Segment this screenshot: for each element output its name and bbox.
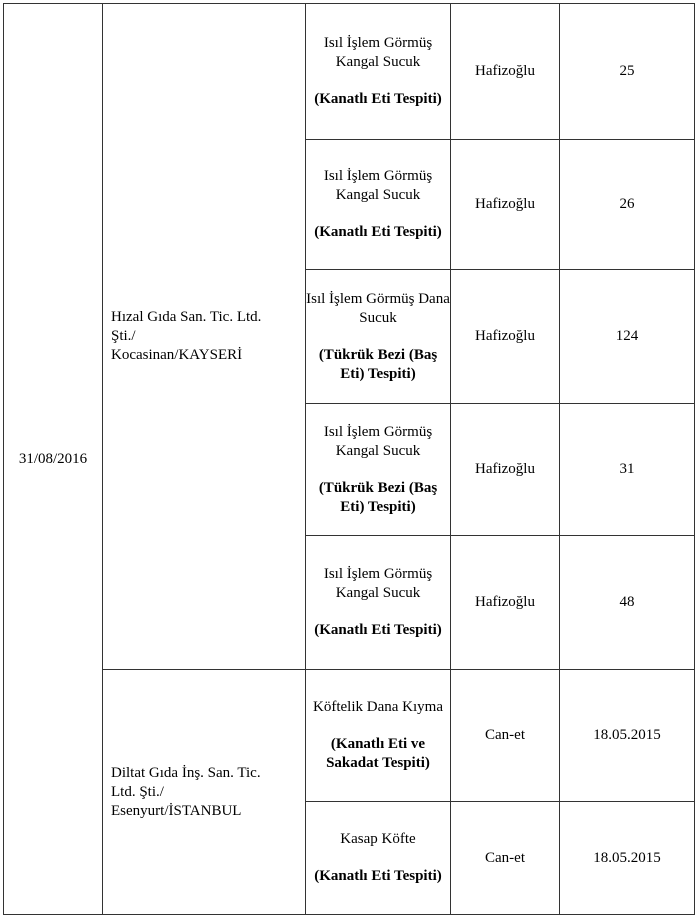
product-finding: (Kanatlı Eti Tespiti) [314, 224, 442, 240]
brand-cell [451, 140, 560, 270]
brand-text: Can-et [485, 849, 525, 866]
brand-text: Hafizoğlu [475, 461, 535, 477]
value-text: 18.05.2015 [593, 849, 661, 866]
product-cell [306, 140, 451, 270]
value-text: 48 [619, 594, 635, 610]
value-cell [560, 670, 695, 802]
company-name: Hızal Gıda San. Tic. Ltd. Şti./ Kocasinan/KAYSERİ [111, 309, 262, 363]
value-cell [560, 404, 695, 536]
company-cell [103, 670, 306, 915]
brand-text: Hafizoğlu [475, 328, 535, 344]
brand-text: Can-et [485, 727, 525, 743]
value-cell [560, 4, 695, 140]
product-name: Isıl İşlem Görmüş Kangal Sucuk [323, 423, 433, 459]
product-cell [306, 802, 451, 915]
brand-cell [451, 4, 560, 140]
product-finding: (Kanatlı Eti ve Sakadat Tespiti) [326, 736, 430, 771]
product-cell [306, 4, 451, 140]
brand-text: Hafizoğlu [475, 594, 535, 610]
product-name: Isıl İşlem Görmüş Kangal Sucuk [323, 168, 433, 203]
product-cell [306, 536, 451, 670]
brand-cell [451, 270, 560, 404]
product-name: Köftelik Dana Kıyma [313, 699, 443, 715]
product-finding: (Kanatlı Eti Tespiti) [314, 91, 442, 107]
value-text: 31 [619, 461, 635, 477]
value-cell [560, 536, 695, 670]
product-name: Isıl İşlem Görmüş Dana Sucuk [306, 290, 450, 326]
brand-text: Hafizoğlu [475, 63, 535, 79]
company-name: Diltat Gıda İnş. San. Tic. Ltd. Şti./ Esenyurt/İSTANBUL [111, 764, 261, 819]
value-text: 124 [615, 328, 639, 344]
brand-text: Hafizoğlu [475, 196, 535, 212]
product-cell [306, 270, 451, 404]
value-cell [560, 802, 695, 915]
brand-cell [451, 802, 560, 915]
value-text: 25 [619, 63, 635, 79]
company-cell [103, 4, 306, 670]
value-cell [560, 140, 695, 270]
results-table [3, 3, 695, 915]
brand-cell [451, 536, 560, 670]
product-name: Isıl İşlem Görmüş Kangal Sucuk [323, 35, 433, 70]
product-finding: (Tükrük Bezi (Baş Eti) Tespiti) [318, 346, 438, 382]
product-name: Isıl İşlem Görmüş Kangal Sucuk [323, 566, 433, 601]
brand-cell [451, 670, 560, 802]
date-cell [4, 4, 103, 915]
table-row [4, 670, 695, 802]
product-name: Kasap Köfte [340, 831, 416, 847]
table-row [4, 4, 695, 140]
product-cell [306, 670, 451, 802]
value-cell [560, 270, 695, 404]
date-text: 31/08/2016 [18, 450, 88, 467]
product-cell [306, 404, 451, 536]
product-finding: (Kanatlı Eti Tespiti) [314, 868, 442, 884]
value-text: 18.05.2015 [593, 727, 661, 743]
product-finding: (Kanatlı Eti Tespiti) [314, 622, 442, 638]
brand-cell [451, 404, 560, 536]
product-finding: (Tükrük Bezi (Baş Eti) Tespiti) [318, 479, 438, 515]
value-text: 26 [619, 196, 635, 212]
